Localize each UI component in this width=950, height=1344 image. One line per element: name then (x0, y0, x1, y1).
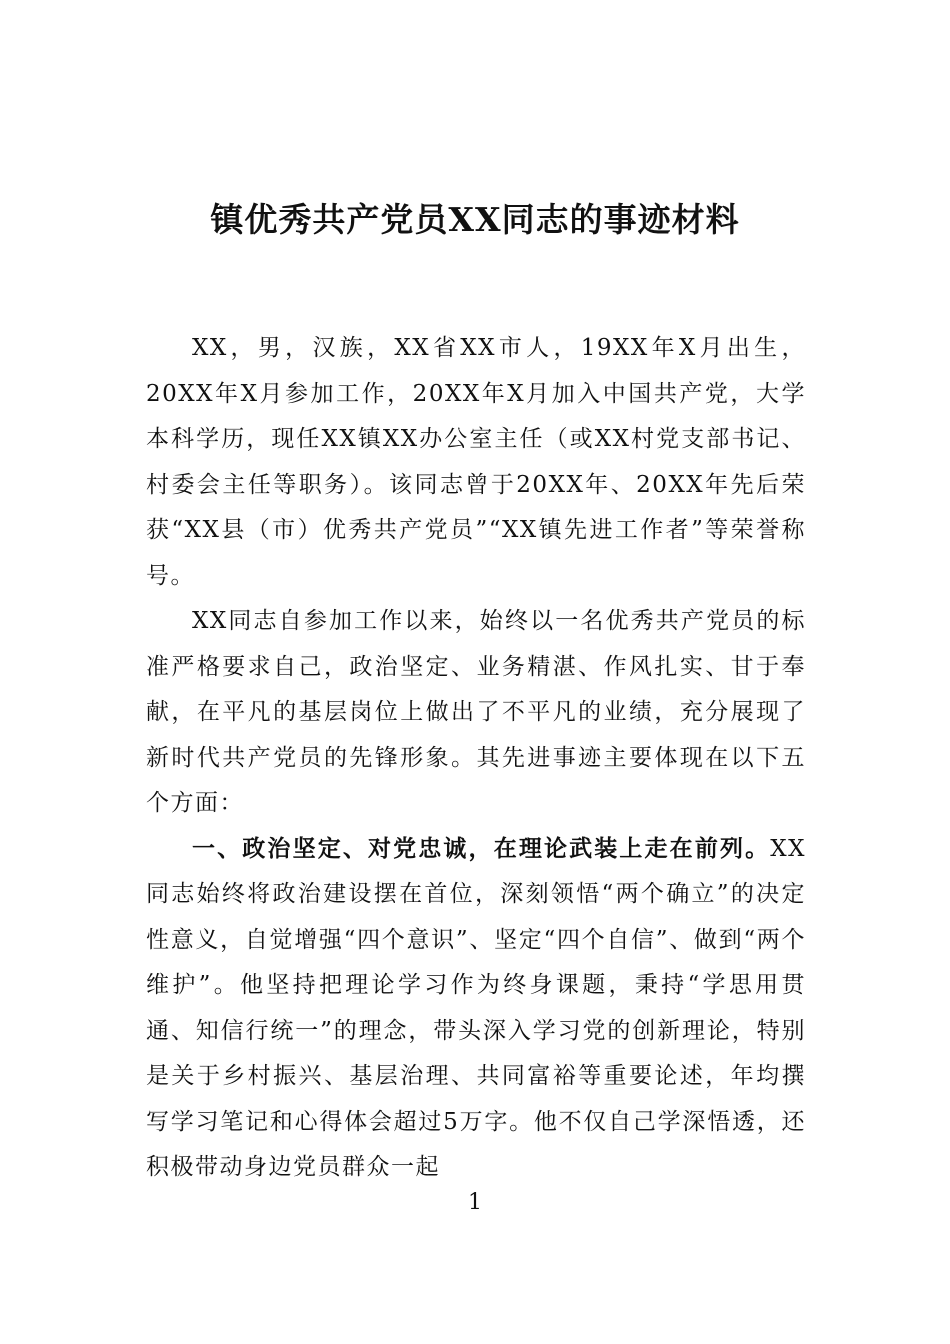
document-body (146, 326, 806, 1191)
paragraph-text: XX，男，汉族，XX省XX市人，19XX年X月出生，20XX年X月参加工作，20XX年X月加入中国共产党，大学本科学历，现任XX镇XX办公室主任（或XX村党支部书记、村委会主任等职务）。该同志曾于20XX年、20XX年先后荣获“XX县（市）优秀共产党员”“XX镇先进工作者”等荣誉称号。 (146, 335, 806, 589)
page-number: 1 (468, 1190, 482, 1215)
paragraph-intro (146, 326, 806, 599)
paragraph-overview (146, 599, 806, 827)
paragraph-text: XX同志自参加工作以来，始终以一名优秀共产党员的标准严格要求自己，政治坚定、业务精湛、作风扎实、甘于奉献，在平凡的基层岗位上做出了不平凡的业绩，充分展现了新时代共产党员的先锋形象。其先进事迹主要体现在以下五个方面： (146, 608, 806, 816)
paragraph-text: XX同志始终将政治建设摆在首位，深刻领悟“两个确立”的决定性意义，自觉增强“四个意识”、坚定“四个自信”、做到“两个维护”。他坚持把理论学习作为终身课题，秉持“学思用贯通、知信行统一”的理念，带头深入学习党的创新理论，特别是关于乡村振兴、基层治理、共同富裕等重要论述，年均撰写学习笔记和心得体会超过5万字。他不仅自己学深悟透，还积极带动身边党员群众一起 (146, 835, 806, 1180)
paragraph-section-one (146, 827, 806, 1191)
document-title: 镇优秀共产党员XX同志的事迹材料 (210, 200, 740, 239)
section-heading: 一、政治坚定、对党忠诚，在理论武装上走在前列。 (192, 835, 771, 862)
